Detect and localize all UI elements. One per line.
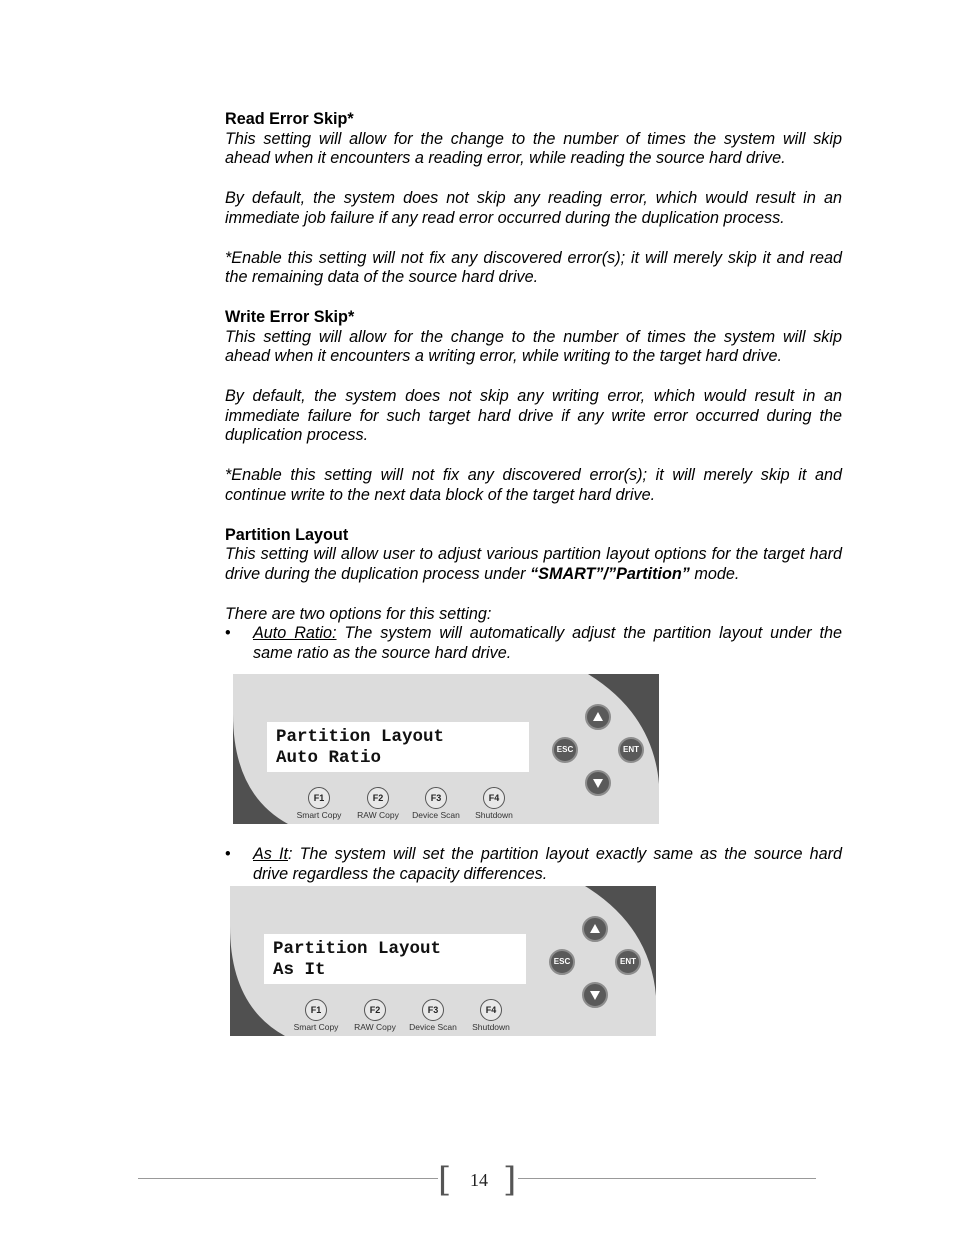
f2-raw-copy-key[interactable]: F2 RAW Copy bbox=[345, 999, 405, 1032]
left-bracket-icon: [ bbox=[438, 1160, 452, 1200]
lcd-panel-as-it bbox=[230, 886, 656, 1036]
down-arrow-button[interactable] bbox=[585, 770, 611, 796]
list-item-as-it: • As It: The system will set the partition layout exactly same as the source hard drive regardless the capacity differences. bbox=[225, 845, 842, 883]
bullet-icon: • bbox=[225, 624, 231, 643]
f1-smart-copy-key[interactable]: F1 Smart Copy bbox=[286, 999, 346, 1032]
esc-button[interactable]: ESC bbox=[549, 949, 575, 975]
lcd-display bbox=[264, 934, 526, 984]
lcd-line-1: Partition Layout bbox=[273, 939, 442, 959]
page-content bbox=[225, 110, 842, 664]
list-item-auto-ratio: • Auto Ratio: The system will automatically adjust the partition layout under the same ratio as the source hard drive. bbox=[225, 624, 842, 663]
down-arrow-icon bbox=[590, 991, 600, 1000]
ent-button[interactable]: ENT bbox=[618, 737, 644, 763]
partition-layout-paragraph-2: There are two options for this setting: bbox=[225, 604, 492, 623]
lcd-line-2: As It bbox=[273, 960, 326, 980]
ent-button[interactable]: ENT bbox=[615, 949, 641, 975]
write-error-paragraph-1: This setting will allow for the change to the number of times the system will skip ahead when it encounters a writing error, while writing to the target hard drive. bbox=[225, 327, 842, 366]
footer-rule-right bbox=[518, 1178, 816, 1179]
page-number: 14 bbox=[470, 1170, 488, 1190]
down-arrow-icon bbox=[593, 779, 603, 788]
partition-layout-heading: Partition Layout bbox=[225, 525, 349, 544]
f4-shutdown-key[interactable]: F4 Shutdown bbox=[461, 999, 521, 1032]
read-error-skip-heading: Read Error Skip* bbox=[225, 110, 354, 128]
write-error-skip-heading: Write Error Skip* bbox=[225, 307, 355, 326]
write-error-paragraph-2: By default, the system does not skip any writing error, which would result in an immediate failure for such target hard drive if any write error occurred during the duplication process. bbox=[225, 387, 842, 445]
mode-name: “SMART”/”Partition” bbox=[530, 564, 690, 583]
f3-device-scan-key[interactable]: F3 Device Scan bbox=[406, 787, 466, 820]
up-arrow-button[interactable] bbox=[585, 704, 611, 730]
partition-layout-paragraph-1: This setting will allow user to adjust various partition layout options for the target hard drive during the duplication process under “SMART”/”Partition” mode. bbox=[225, 545, 842, 583]
lcd-line-1: Partition Layout bbox=[276, 727, 445, 747]
bullet-icon: • bbox=[225, 845, 231, 863]
esc-button[interactable]: ESC bbox=[552, 737, 578, 763]
lcd-display bbox=[267, 722, 529, 772]
down-arrow-button[interactable] bbox=[582, 982, 608, 1008]
read-error-paragraph-3: *Enable this setting will not fix any discovered error(s); it will merely skip it and read the remaining data of the source hard drive. bbox=[225, 248, 842, 287]
footer-rule-left bbox=[138, 1178, 438, 1179]
up-arrow-icon bbox=[593, 712, 603, 721]
f3-device-scan-key[interactable]: F3 Device Scan bbox=[403, 999, 463, 1032]
up-arrow-icon bbox=[590, 924, 600, 933]
f4-shutdown-key[interactable]: F4 Shutdown bbox=[464, 787, 524, 820]
lcd-panel-auto-ratio bbox=[233, 674, 659, 824]
up-arrow-button[interactable] bbox=[582, 916, 608, 942]
f2-raw-copy-key[interactable]: F2 RAW Copy bbox=[348, 787, 408, 820]
read-error-paragraph-1: This setting will allow for the change to the number of times the system will skip ahead when it encounters a reading error, while reading the source hard drive. bbox=[225, 129, 842, 168]
auto-ratio-term: Auto Ratio: bbox=[253, 624, 337, 643]
as-it-term: As It bbox=[253, 845, 288, 863]
lcd-line-2: Auto Ratio bbox=[276, 748, 382, 768]
f1-smart-copy-key[interactable]: F1 Smart Copy bbox=[289, 787, 349, 820]
write-error-paragraph-3: *Enable this setting will not fix any discovered error(s); it will merely skip it and continue write to the next data block of the target hard drive. bbox=[225, 466, 842, 504]
read-error-paragraph-2: By default, the system does not skip any reading error, which would result in an immediate job failure if any read error occurred during the duplication process. bbox=[225, 189, 842, 227]
right-bracket-icon: ] bbox=[503, 1160, 517, 1200]
